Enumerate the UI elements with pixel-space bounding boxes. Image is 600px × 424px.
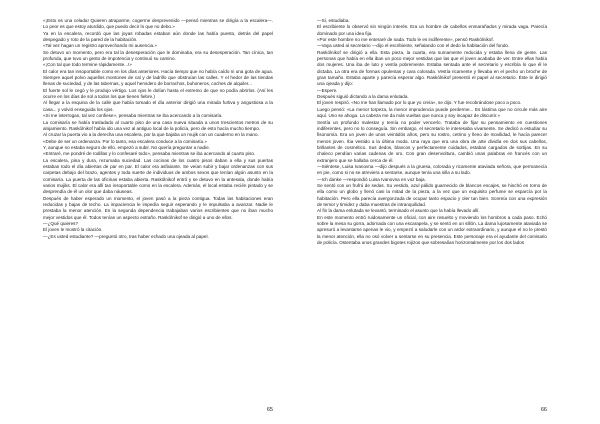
paragraph: Luego pensó: «La menor torpeza, la menor imprudencia puede perderme... Es lástima que no circule más aire aquí. Uno se ahoga. La cabeza me da más vueltas que nunca y soy incapaz de discurrir.» (317, 106, 547, 119)
paragraph: «Por este hombre no me enteraré de nada. Todo le es indiferente», pensó Raskólnikof. (317, 37, 494, 43)
right-page-text (317, 18, 547, 396)
paragraph: Al llegar a la esquina de la calle que había tomado el día anterior dirigió una mirada furtiva y angustiosa a la casa... y volvió enseguida los ojos. (43, 100, 273, 112)
paragraph: «Tal vez hagan un registro aprovechando mi ausencia.» (43, 43, 157, 49)
paragraph: Raskólnikof se dirigió a ella. Esta pieza, la cuarta, era sumamente reducida y estaba llena de gente. Las personas que había en ella iban un poco mejor vestidas que las que el joven acababa de ver. Entre ellas había dos mujeres. Una iba de luto y vestía pobremente. Estaba sentada ante el secretario y escribía lo que él le dictaba. La otra era de formas opulentas y cara colorada. Vestía ricamente y llevaba en el pecho un broche de gran tamaño. Estaba aparte y parecía esperar algo. Raskólnikof presentó el papel al secretario. Éste le dirigió una ojeada y dijo: (317, 49, 547, 87)
paragraph: —Ich danke —respondió Luisa Ivanovna en voz baja. (317, 176, 426, 182)
paragraph: Sentía un profundo malestar y temía no poder vencerlo. Trataba de fijar su pensamiento en cuestiones indiferentes, pero no lo conseguía. Sin embargo, el secretario le interesaba vivamente. Se dedicó a estudiar su fisonomía. Era un joven de unos veintidós años, pero su rostro, cetrino y lleno de movilidad, le hacía parecer menos joven. Iba vestido a la última moda. Una raya que era una obra de arte dividía en dos sus cabellos, brillantes de cosmético. Sus dedos, blancos y perfectamente cuidados, estaban cargados de sortijas. En su chaleco pendían varias cadenas de oro. Con gran desenvoltura, cambió unas palabras en francés con un extranjero que se hallaba cerca de él. (317, 119, 547, 163)
paragraph: —Siéntese, Luisa Ivanovna —dijo después a la gruesa, colorada y ricamente ataviada señora, que permanecía en pie, como si no se atreviera a sentarse, aunque tenía una silla a su lado. (317, 163, 547, 176)
paragraph: Al cruzar la puerta vio a la derecha una escalera, por la que bajaba un mujik con un cuaderno en la mano. (43, 132, 259, 138)
paragraph: El joven le mostró la citación. (43, 227, 103, 233)
paragraph: «Debe de ser un ordenanza. Por lo tanto, esa escalera conduce a la comisaría.» (43, 138, 207, 144)
paragraph: «¡Esto es una celada! Quieren atraparme, cogerme desprevenido —pensó mientras se dirigía a la escalera—. Lo peor es que estoy aturdido, que puedo decir lo que no debo.» (43, 18, 273, 30)
paragraph: «Si me interrogan, tal vez confiese», pensaba mientras se iba acercando a la comisaría. (43, 113, 223, 119)
paragraph: En este momento entró ruidosamente un oficial, con aire resuelto y moviendo los hombros a cada paso. Echó sobre la mesa su gorra, adornada con una escarapela, y se sentó en un sillón. La dama lujosamente ataviada se apresuró a levantarse apenas le vio, y empezó a saludarle con un ardor extraordinario, y aunque el no le prestó la menor atención, ella no osó volver a sentarse en su presencia. Este personaje era el ayudante del comisario de policía. Ostentaba unos grandes bigotes rojizos que sobresalían horizontalmente por los dos lados (317, 214, 547, 246)
paragraph: El fuerte sol le cegó y le produjo vértigo. Los ojos le dolían hasta el extremo de que no podía abrirlos. (Así les ocurre en los días de sol a todos los que tienen fiebre.) (43, 87, 273, 100)
paragraph: Después de haber esperado un momento, el joven pasó a la pieza contigua. Todas las habitaciones eran reducidas y bajas de techo. La impaciencia le impedía seguir esperando y le impulsaba a avanzar. Nadie le prestaba la menor atención. En la segunda dependencia trabajaban varios escribientes que no iban mucho mejor vestidos que él. Todos tenían un aspecto extraño. Raskólnikof se dirigió a uno de ellos. (43, 195, 273, 220)
paragraph: «¡Con tal que todo termine rápidamente...!» (43, 62, 132, 68)
paragraph: —Sí, estudiaba. (317, 18, 350, 23)
paragraph: —Vaya usted al secretario —dijo el escribiente, señalando con el dedo la habitación del fondo. (317, 43, 510, 49)
right-page (317, 18, 547, 413)
paragraph: —Espere. (317, 87, 338, 93)
page-number: 65 (266, 407, 273, 413)
page-number: 66 (540, 407, 547, 413)
paragraph: La escalera, pina y dura, rezumaba suciedad. Las cocinas de los cuatro pisos daban a ella y sus puertas estaban todo el día abiertas de par en par. El calor era asfixiante. Se veían subir y bajar ordenanzas con sus carpetas debajo del brazo, agentes y toda suerte de individuos de ambos sexos que tenían algún asunto en la comisaría. La puerta de las oficinas estaba abierta. Raskólnikof entró y se detuvo en la antesala, donde había varios mujiks. El calor era allí tan insoportable como en la escalera. Además, el local estaba recién pintado y se desprendía de él un olor que daba náuseas. (43, 157, 273, 195)
paragraph: Después siguió dictando a la dama enlutada. (317, 94, 409, 100)
paragraph: Se detuvo un momento, pero era tal la desesperación que le dominaba, era su desesperación. Tan cínica, tan profunda, que tuvo un gesto de impotencia y continuó su camino. (43, 49, 273, 62)
paragraph: —¿Qué quieres? (43, 221, 78, 226)
paragraph: El joven respiró. «No me han llamado por lo que yo creía», se dijo. Y fue recobrándose poco a poco. (317, 100, 522, 106)
paragraph: Ya en la escalera, recordó que las joyas robadas estaban aún donde las había puesto, detrás del papel despegado y roto de la pared de la habitación. (43, 30, 273, 43)
left-page-text (43, 18, 273, 396)
paragraph: «Entraré, me pondré de rodillas y lo confesaré todo», pensaba mientras se iba acercando al cuarto piso. (43, 151, 256, 157)
paragraph: Al fin la dama enlutada se levantó, terminado el asunto que la había llevado allí. (317, 208, 480, 214)
paragraph: Y, aunque no estaba seguro de ello, empezó a subir. No quería preguntar a nadie. (43, 144, 210, 150)
paragraph: —¿Es usted estudiante? —preguntó otro, tras haber echado una ojeada al papel. (43, 233, 209, 239)
left-page (43, 18, 273, 413)
paragraph: El escribiente lo observó sin ningún interés. Era un hombre de cabellos enmarañados y mirada vaga. Parecía dominado por una idea fija. (317, 24, 547, 36)
paragraph: La comisaría se había trasladado al cuarto piso de una casa nueva situada a unos trescientos metros de su alojamiento. Raskólnikof había ido una vez al antiguo local de la policía, pero de esto hacía mucho tiempo. (43, 119, 273, 131)
paragraph: Se sentó con un frufrú de sedas. Su vestido, azul pálido guarnecido de blancos encajes, se hinchó en torno de ella como un globo y llenó casi la mitad de la pieza, a la vez que un exquisito perfume se esparcía por la habitación. Pero ella parecía avergonzada de ocupar tanto espacio y oler tan bien. Sonreía con una expresión de temor y timidez y daba muestras de intranquilidad. (317, 182, 547, 207)
paragraph: El calor era tan insoportable como en los días anteriores. Hacía tiempo que no había caído ni una gota de agua. Siempre aquel polvo aquellos montones de cal y de ladrillo que obstruían las calles. Y el hedor de las tiendas llenas de suciedad, y de las tabernas, y aquel hervidero de borrachos, buhoneros, coches de alquiler... (43, 68, 273, 87)
